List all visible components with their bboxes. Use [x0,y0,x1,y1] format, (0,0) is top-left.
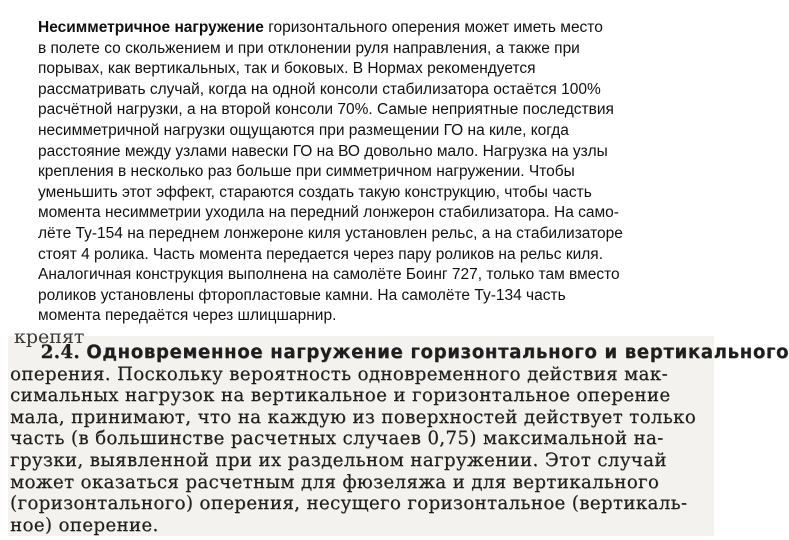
section-number: 2.4. [40,342,81,363]
typed-line: стоят 4 ролика. Часть момента передается через пару роликов на рельс киля. [38,245,604,263]
scanned-line: часть (в большинстве расчетных случаев 0,75) максимальной на- [10,428,664,450]
typed-line: роликов установлены фторопластовые камни. На самолёте Ту-134 часть [38,286,566,304]
typed-line: рассматривать случай, когда на одной консоли стабилизатора остаётся 100% [38,80,601,98]
section-title: Одновременное нагружение горизонтального и вертикального [86,342,789,363]
typed-line: уменьшить этот эффект, стараются создать такую конструкцию, чтобы часть [38,183,592,201]
typed-line: момента несимметрии уходила на передний лонжерон стабилизатора. На само- [38,204,619,222]
bold-lead-term: Несимметричное нагружение [38,19,264,36]
typed-line [38,18,718,39]
typed-line: в полете со скольжением и при отклонении руля направления, а также при [38,39,580,57]
typed-line: Аналогичная конструкция выполнена на самолёте Боинг 727, только там вместо [38,266,620,284]
scanned-line: грузки, выявленной при их раздельном нагружении. Этот случай [10,449,667,471]
typed-line: крепления в несколько раз больше при симметричном нагружении. Чтобы [38,163,575,181]
cutoff-fragment: крепят [14,326,85,348]
scanned-line: ное) оперение. [10,514,159,536]
section-heading-line [10,342,789,364]
scanned-line: может оказаться расчетным для фюзеляжа и для вертикального [10,471,660,493]
typed-line: момента передаётся через шлицшарнир. [38,307,337,325]
scanned-line: оперения. Поскольку вероятность одновременного действия мак- [10,363,668,385]
typed-line: несимметричной нагрузки ощущаются при размещении ГО на киле, когда [38,121,569,139]
typed-line: расстояние между узлами навески ГО на ВО довольно мало. Нагрузка на узлы [38,142,608,160]
scanned-book-excerpt [8,326,789,536]
scanned-line: мала, принимают, что на каждую из поверхностей действует только [10,406,697,428]
scanned-line: (горизонтального) оперения, несущего горизонтальное (вертикаль- [10,493,688,515]
typed-line: порывах, как вертикальных, так и боковых. В Нормах рекомендуется [38,60,536,78]
scanned-paragraph [10,342,789,536]
typed-line: расчётной нагрузки, а на второй консоли 70%. Самые неприятные последствия [38,101,614,119]
typed-line-rest: горизонтального оперения может иметь место [263,19,603,36]
scanned-line: симальных нагрузок на вертикальное и горизонтальное оперение [10,385,671,407]
typed-line: лёте Ту-154 на переднем лонжероне киля установлен рельс, а на стабилизаторе [38,224,623,242]
typed-paragraph [38,18,718,327]
